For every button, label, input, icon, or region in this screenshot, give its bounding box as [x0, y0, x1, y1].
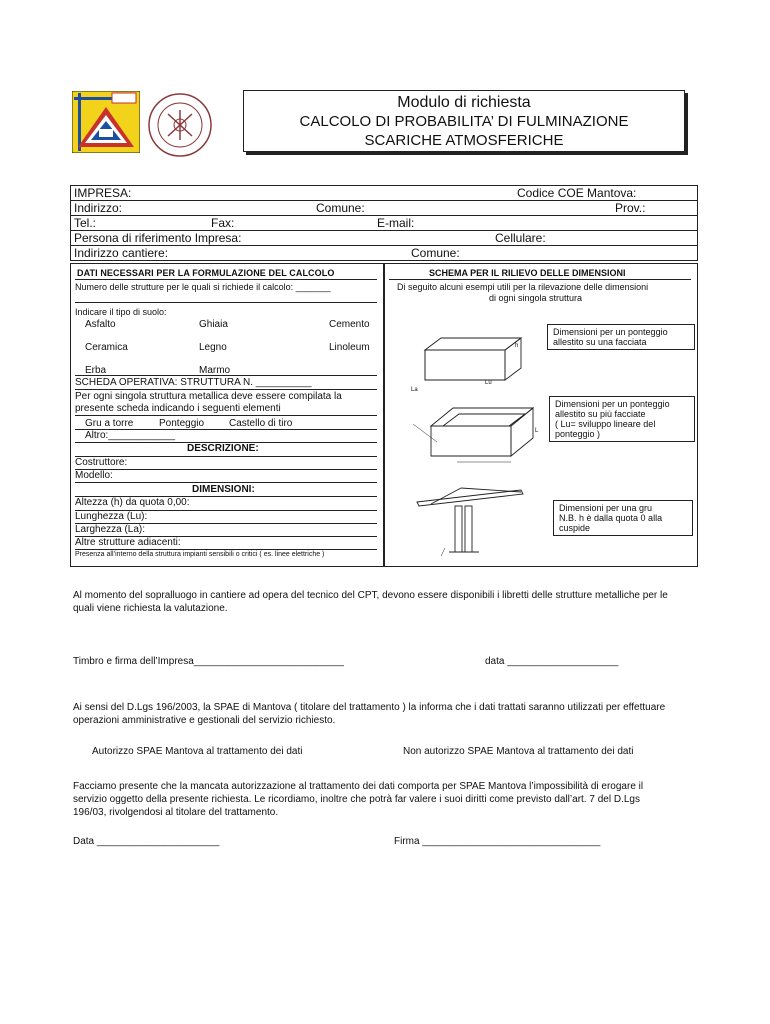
dimensioni-heading: DIMENSIONI:	[192, 484, 255, 495]
schema-subtitle-line2: di ogni singola struttura	[489, 293, 583, 303]
indirizzo-cantiere-label: Indirizzo cantiere:	[74, 246, 169, 260]
seal-logo	[146, 92, 214, 158]
comune2-label: Comune:	[411, 246, 460, 260]
persona-label: Persona di riferimento Impresa:	[74, 231, 242, 245]
firma-field[interactable]: Firma ________________________________	[394, 836, 601, 847]
company-row-1	[71, 186, 697, 201]
prov-label: Prov.:	[615, 201, 646, 215]
altezza-field[interactable]: Altezza (h) da quota 0,00:	[75, 497, 190, 508]
company-info-table	[70, 185, 698, 261]
libretti-line2: quali viene richiesta la valutazione.	[73, 603, 228, 614]
scaffold-diagrams	[401, 320, 561, 560]
libretti-line1: Al momento del sopralluogo in cantiere ad opera del tecnico del CPT, devono essere disponibili i libretti delle strutture metalliche per le	[73, 590, 668, 601]
privacy-line1: Ai sensi del D.Lgs 196/2003, la SPAE di Mantova ( titolare del trattamento ) la informa che i dati trattati saranno utilizzati per effettuare	[73, 702, 666, 713]
altro-field[interactable]: Altro:____________	[85, 430, 176, 441]
note3-line3: cuspide	[559, 523, 591, 533]
fax-label: Fax:	[211, 216, 235, 230]
tel-label: Tel.:	[74, 216, 97, 230]
note1-line1: Dimensioni per un ponteggio	[553, 327, 668, 337]
lunghezza-field[interactable]: Lunghezza (Lu):	[75, 511, 148, 522]
costruttore-field[interactable]: Costruttore:	[75, 457, 128, 468]
diagram2-label-l: L	[535, 428, 539, 434]
comune-label: Comune:	[316, 201, 365, 215]
soil-option-ghiaia[interactable]: Ghiaia	[199, 319, 228, 330]
impresa-label: IMPRESA:	[74, 186, 132, 200]
soil-option-ceramica[interactable]: Ceramica	[85, 342, 128, 353]
dimension-schema-panel	[384, 263, 698, 567]
title-line3: SCARICHE ATMOSFERICHE	[364, 132, 564, 149]
soil-option-cemento[interactable]: Cemento	[329, 319, 370, 330]
diagram1-label-h: h	[515, 343, 519, 349]
company-row-2	[71, 201, 697, 216]
non-autorizzo-option[interactable]: Non autorizzo SPAE Mantova al trattamento dei dati	[403, 746, 634, 757]
modello-field[interactable]: Modello:	[75, 470, 113, 481]
type-option-gru[interactable]: Gru a torre	[85, 418, 134, 429]
note3-line1: Dimensioni per una gru	[559, 503, 653, 513]
scheda-operativa-label: SCHEDA OPERATIVA: STRUTTURA N. __________	[75, 377, 312, 388]
note2-line1: Dimensioni per un ponteggio	[555, 399, 670, 409]
diagram1-label-la: La	[411, 387, 418, 393]
note2-line2: allestito su più facciate	[555, 409, 646, 419]
altre-strutture-field[interactable]: Altre strutture adiacenti:	[75, 537, 181, 548]
schema-heading: SCHEMA PER IL RILIEVO DELLE DIMENSIONI	[429, 268, 626, 278]
schema-subtitle-line1: Di seguito alcuni esempi utili per la rilevazione delle dimensioni	[397, 282, 649, 292]
logo-cpt	[72, 91, 140, 153]
calc-data-heading: DATI NECESSARI PER LA FORMULAZIONE DEL CALCOLO	[77, 268, 335, 278]
email-label: E-mail:	[377, 216, 415, 230]
soil-option-erba[interactable]: Erba	[85, 365, 107, 376]
indirizzo-label: Indirizzo:	[74, 201, 123, 215]
larghezza-field[interactable]: Larghezza (La):	[75, 524, 146, 535]
facciamo-line1: Facciamo presente che la mancata autorizzazione al trattamento dei dati comporta per SPAE Mantova l’impossibilità di erogare il	[73, 781, 644, 792]
facciamo-paragraph	[73, 780, 695, 819]
company-row-3	[71, 216, 697, 231]
note2-line3: ( Lu= sviluppo lineare del	[555, 419, 656, 429]
title-line2: CALCOLO DI PROBABILITA’ DI FULMINAZIONE	[299, 113, 629, 130]
note-multi-facade	[549, 396, 695, 442]
codice-coe-label: Codice COE Mantova:	[517, 186, 637, 200]
calc-data-panel	[70, 263, 384, 567]
per-ogni-line2: presente scheda indicando i seguenti elementi	[75, 403, 281, 414]
company-row-4	[71, 231, 697, 246]
facciamo-line3: 196/03, rivolgendosi al titolare del trattamento.	[73, 807, 279, 818]
facciamo-line2: servizio oggetto della presente richiesta. Le ricordiamo, inoltre che potrà far valere i suoi diritti come previsto dall’art. 7 del D.Lgs	[73, 794, 640, 805]
soil-option-marmo[interactable]: Marmo	[199, 365, 231, 376]
timbro-firma-field[interactable]: Timbro e firma dell’Impresa___________________________	[73, 656, 344, 667]
diagram1-label-lu: Lu	[485, 380, 492, 386]
soil-option-legno[interactable]: Legno	[199, 342, 227, 353]
soil-option-asfalto[interactable]: Asfalto	[85, 319, 116, 330]
privacy-line2: operazioni amministrative e gestionali del servizio richiesto.	[73, 715, 336, 726]
libretti-paragraph	[73, 589, 695, 615]
title-line1: Modulo di richiesta	[397, 94, 531, 111]
privacy-paragraph	[73, 701, 695, 727]
autorizzo-option[interactable]: Autorizzo SPAE Mantova al trattamento dei dati	[92, 746, 303, 757]
presenza-impianti-field[interactable]: Presenza all’interno della struttura impianti sensibili o critici ( es. linee elettriche )	[75, 551, 325, 558]
note2-line4: ponteggio )	[555, 429, 601, 439]
note-single-facade	[547, 324, 695, 350]
note1-line2: allestito su una facciata	[553, 337, 647, 347]
data-field-1[interactable]: data ____________________	[485, 656, 619, 667]
tipo-suolo-label: Indicare il tipo di suolo:	[75, 307, 167, 317]
note3-line2: N.B. h è dalla quota 0 alla	[559, 513, 663, 523]
descrizione-heading: DESCRIZIONE:	[187, 443, 259, 454]
note-crane	[553, 500, 693, 536]
data-field-2[interactable]: Data ______________________	[73, 836, 220, 847]
type-option-castello[interactable]: Castello di tiro	[229, 418, 293, 429]
soil-option-linoleum[interactable]: Linoleum	[329, 342, 370, 353]
company-row-5	[71, 246, 697, 260]
title-box	[243, 90, 685, 152]
type-option-ponteggio[interactable]: Ponteggio	[159, 418, 205, 429]
cellulare-label: Cellulare:	[495, 231, 546, 245]
per-ogni-line1: Per ogni singola struttura metallica deve essere compilata la	[75, 391, 342, 402]
numero-strutture-label: Numero delle strutture per le quali si richiede il calcolo: _______	[75, 282, 331, 292]
